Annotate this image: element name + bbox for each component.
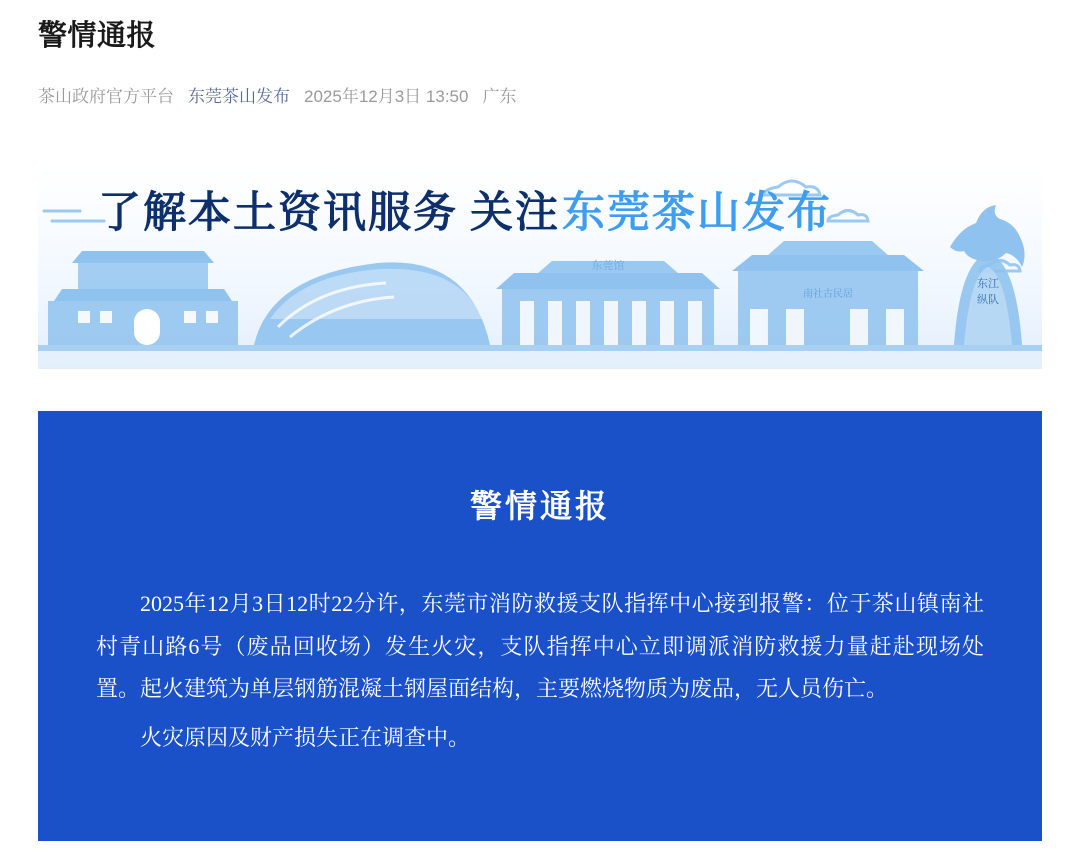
banner-headline-prefix: 关注	[470, 189, 560, 237]
notice-card	[38, 411, 1042, 841]
banner-baseline	[38, 345, 1042, 351]
monument-label: 东江	[977, 277, 999, 290]
article-meta	[38, 82, 1042, 107]
banner-headline-accent: 东莞茶山发布	[562, 189, 832, 237]
meta-timestamp: 2025年12月3日 13:50	[304, 86, 469, 106]
monument-label-2: 纵队	[977, 293, 999, 306]
landmark-label-dongguan-hall: 东莞馆	[591, 259, 625, 272]
page-title: 警情通报	[38, 20, 157, 52]
meta-account-label: 茶山政府官方平台	[38, 86, 174, 106]
notice-title: 警情通报	[469, 487, 610, 524]
landmark-label-nanshe: 南社古民居	[803, 288, 853, 300]
notice-paragraph-1: 2025年12月3日12时22分许，东莞市消防救援支队指挥中心接到报警：位于茶山镇南社村青山路6号（废品回收场）发生火灾，支队指挥中心立即调派消防救援力量赶赴现场处置。起火建筑为单层钢筋混凝土钢屋面结构，主要燃烧物质为废品，无人员伤亡。	[96, 590, 984, 702]
notice-paragraph-2: 火灾原因及财产损失正在调查中。	[140, 725, 471, 751]
landmark-city-gate-icon	[48, 251, 238, 345]
meta-publisher-link[interactable]: 东莞茶山发布	[188, 86, 290, 106]
banner-headline-dark: 了解本土资讯服务	[98, 189, 458, 237]
article-header	[0, 0, 1080, 107]
landmark-ancient-village-icon	[732, 241, 924, 345]
banner-artwork	[38, 169, 1042, 369]
meta-region: 广东	[482, 86, 517, 106]
horse-icon	[950, 205, 1025, 267]
promo-banner	[38, 169, 1042, 369]
landmark-stadium-icon	[254, 262, 490, 345]
landmark-exhibition-hall-icon	[496, 258, 720, 345]
landmark-monument-icon	[950, 205, 1025, 345]
